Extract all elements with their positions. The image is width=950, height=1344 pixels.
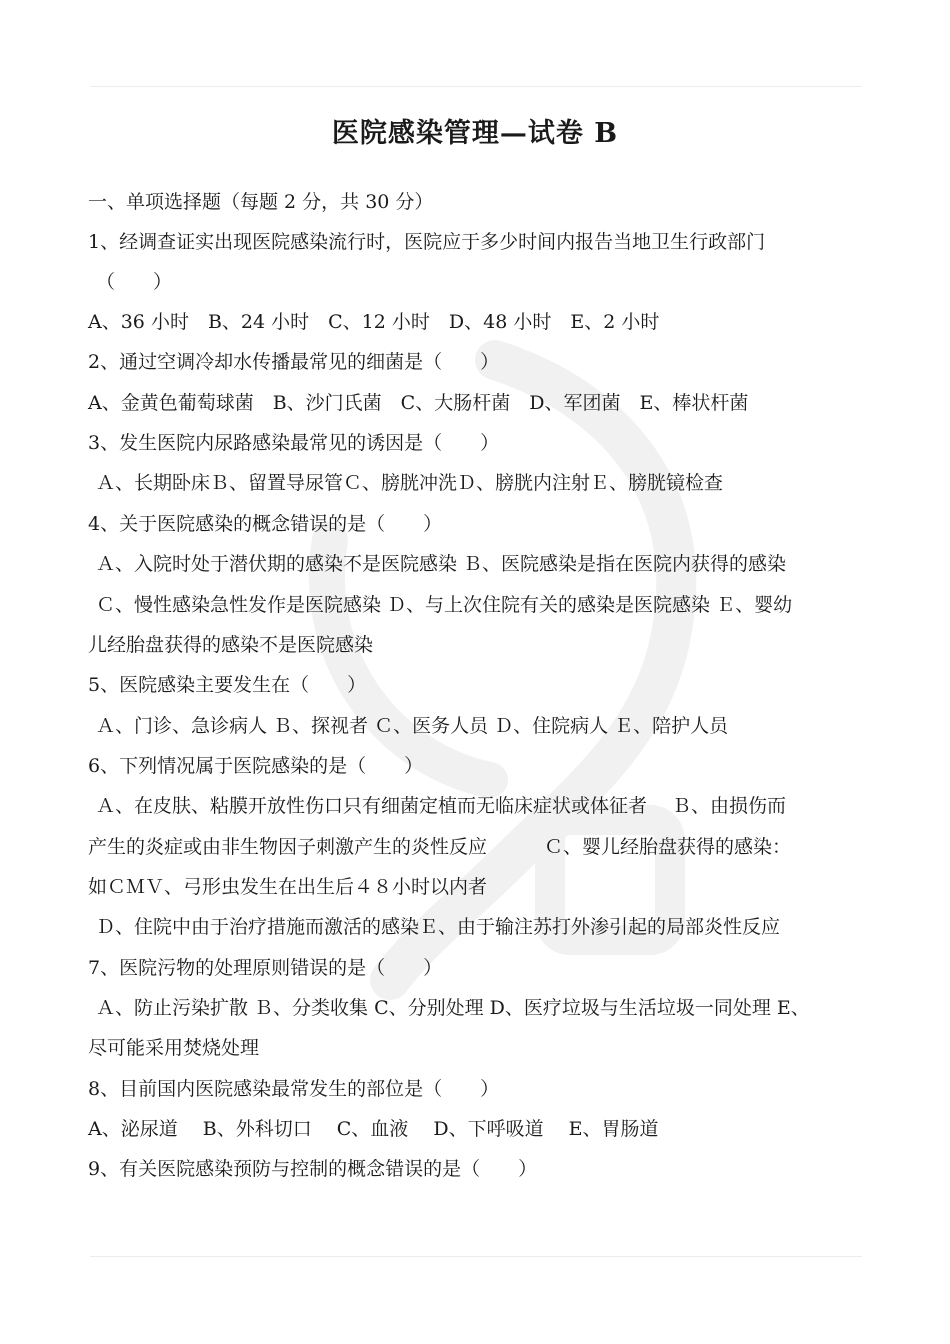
question-line: 7、医院污物的处理原则错误的是（ ） <box>88 957 443 979</box>
question-line: 1、经调查证实出现医院感染流行时，医院应于多少时间内报告当地卫生行政部门 <box>88 231 766 253</box>
bottom-divider <box>90 1256 862 1257</box>
question-line: Ａ、门诊、急诊病人 Ｂ、探视者 Ｃ、医务人员 Ｄ、住院病人 Ｅ、陪护人员 <box>96 715 729 737</box>
question-line: 3、发生医院内尿路感染最常见的诱因是（ ） <box>88 432 500 454</box>
question-line: （ ） <box>96 271 173 293</box>
question-line: 9、有关医院感染预防与控制的概念错误的是（ ） <box>88 1158 538 1180</box>
question-line: 4、关于医院感染的概念错误的是（ ） <box>88 513 443 535</box>
question-line: 6、下列情况属于医院感染的是（ ） <box>88 755 424 777</box>
question-line: 儿经胎盘获得的感染不是医院感染 <box>88 634 374 656</box>
question-line: 8、目前国内医院感染最常发生的部位是（ ） <box>88 1078 500 1100</box>
question-line: A、泌尿道 B、外科切口 C、血液 D、下呼吸道 E、胃肠道 <box>88 1118 659 1140</box>
exam-title: 医院感染管理—试卷 B <box>331 118 619 149</box>
question-line: 2、通过空调冷却水传播最常见的细菌是（ ） <box>88 351 500 373</box>
question-line: Ａ、在皮肤、粘膜开放性伤口只有细菌定植而无临床症状或体征者 Ｂ、由损伤而 <box>96 795 787 817</box>
question-line: 如ＣＭＶ、弓形虫发生在出生后４８小时以内者 <box>88 876 488 898</box>
question-line: Ｄ、住院中由于治疗措施而激活的感染Ｅ、由于输注苏打外渗引起的局部炎性反应 <box>96 916 781 938</box>
question-line: A、36 小时 B、24 小时 C、12 小时 D、48 小时 E、2 小时 <box>88 311 660 333</box>
question-line: Ｃ、慢性感染急性发作是医院感染 Ｄ、与上次住院有关的感染是医院感染 Ｅ、婴幼 <box>96 594 793 616</box>
question-line: Ａ、防止污染扩散 Ｂ、分类收集 C、分别处理 D、医疗垃圾与生活垃圾一同处理 E、 <box>96 997 810 1019</box>
question-line: Ａ、入院时处于潜伏期的感染不是医院感染 Ｂ、医院感染是指在医院内获得的感染 <box>96 553 787 575</box>
top-divider <box>90 86 862 87</box>
question-line: Ａ、长期卧床Ｂ、留置导尿管Ｃ、膀胱冲洗Ｄ、膀胱内注射Ｅ、膀胱镜检查 <box>96 472 724 494</box>
section-heading: 一、单项选择题（每题 2 分，共 30 分） <box>88 191 434 213</box>
question-line: A、金黄色葡萄球菌 B、沙门氏菌 C、大肠杆菌 D、军团菌 E、棒状杆菌 <box>88 392 749 414</box>
question-line: 5、医院感染主要发生在（ ） <box>88 674 367 696</box>
question-line: 尽可能采用焚烧处理 <box>88 1037 260 1059</box>
question-line: 产生的炎症或由非生物因子刺激产生的炎性反应 Ｃ、婴儿经胎盘获得的感染： <box>88 836 792 858</box>
